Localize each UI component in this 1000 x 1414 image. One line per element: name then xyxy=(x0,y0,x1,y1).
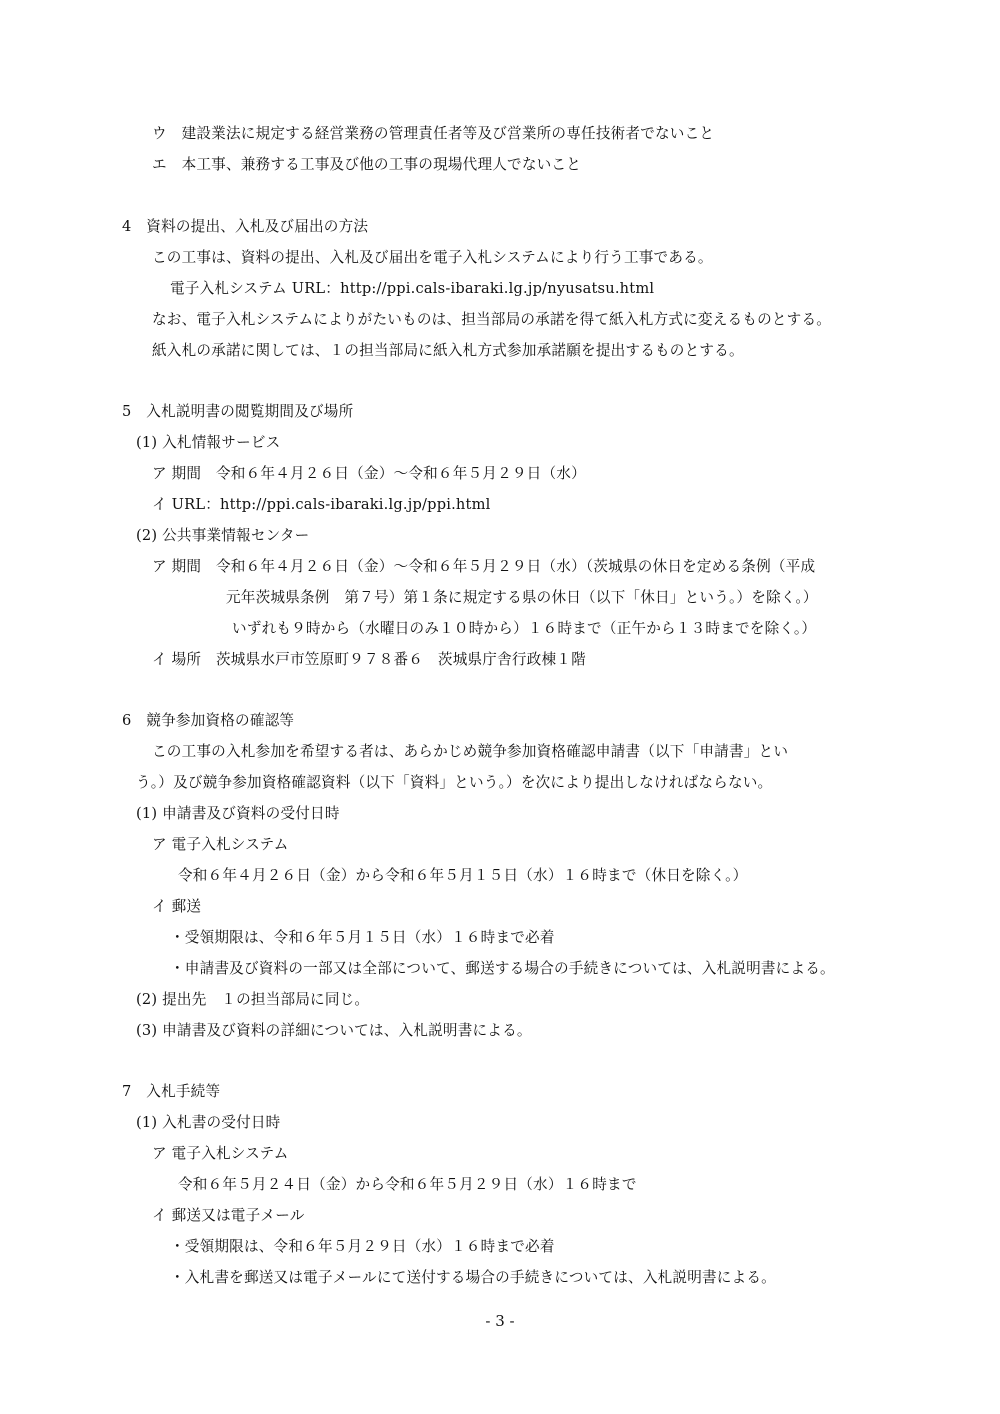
section-5-1-url: イ URL：http://ppi.cals-ibaraki.lg.jp/ppi.html xyxy=(152,496,491,513)
section-6-heading: 6 競争参加資格の確認等 xyxy=(122,712,295,729)
page-number: - 3 - xyxy=(485,1312,515,1330)
section-6-1-mail-procedure: ・申請書及び資料の一部又は全部について、郵送する場合の手続きについては、入札説明書による。 xyxy=(170,960,835,977)
section-4-paper-bid: 紙入札の承諾に関しては、１の担当部局に紙入札方式参加承諾願を提出するものとする。 xyxy=(152,342,744,359)
section-6-paragraph-cont: う。）及び競争参加資格確認資料（以下「資料」という。）を次により提出しなければならない。 xyxy=(136,774,773,791)
item-u-qualification: ウ 建設業法に規定する経営業務の管理責任者等及び営業所の専任技術者でないこと xyxy=(152,125,715,142)
section-7-1-electronic-dates: 令和６年５月２４日（金）から令和６年５月２９日（水）１６時まで xyxy=(178,1176,637,1193)
section-6-sub-1: (1) 申請書及び資料の受付日時 xyxy=(136,805,340,822)
section-6-1-mail: イ 郵送 xyxy=(152,898,202,915)
section-5-sub-1: (1) 入札情報サービス xyxy=(136,434,281,451)
section-5-2-period-cont: 元年茨城県条例 第７号）第１条に規定する県の休日（以下「休日」という。）を除く。） xyxy=(226,589,818,606)
section-7-1-electronic: ア 電子入札システム xyxy=(152,1145,289,1162)
section-4-paragraph: この工事は、資料の提出、入札及び届出を電子入札システムにより行う工事である。 xyxy=(152,249,713,266)
section-5-2-period: ア 期間 令和６年４月２６日（金）～令和６年５月２９日（水）（茨城県の休日を定める条例（平成 xyxy=(152,558,816,575)
section-6-1-mail-deadline: ・受領期限は、令和６年５月１５日（水）１６時まで必着 xyxy=(170,929,555,946)
section-5-heading: 5 入札説明書の閲覧期間及び場所 xyxy=(122,403,354,420)
section-6-sub-3: (3) 申請書及び資料の詳細については、入札説明書による。 xyxy=(136,1022,532,1039)
section-5-1-period: ア 期間 令和６年４月２６日（金）～令和６年５月２９日（水） xyxy=(152,465,586,482)
section-7-1-mail-email: イ 郵送又は電子メール xyxy=(152,1207,305,1224)
section-6-1-electronic: ア 電子入札システム xyxy=(152,836,289,853)
section-5-2-place: イ 場所 茨城県水戸市笠原町９７８番６ 茨城県庁舎行政棟１階 xyxy=(152,651,586,668)
item-e-qualification: エ 本工事、兼務する工事及び他の工事の現場代理人でないこと xyxy=(152,156,582,173)
section-6-1-electronic-dates: 令和６年４月２６日（金）から令和６年５月１５日（水）１６時まで（休日を除く。） xyxy=(178,867,748,884)
section-4-url: 電子入札システム URL：http://ppi.cals-ibaraki.lg.jp/nyusatsu.html xyxy=(170,280,655,297)
section-7-sub-1: (1) 入札書の受付日時 xyxy=(136,1114,281,1131)
section-7-1-mail-deadline: ・受領期限は、令和６年５月２９日（水）１６時まで必着 xyxy=(170,1238,555,1255)
section-4-note: なお、電子入札システムによりがたいものは、担当部局の承諾を得て紙入札方式に変えるものとする。 xyxy=(152,311,832,328)
section-5-2-hours: いずれも９時から（水曜日のみ１０時から）１６時まで（正午から１３時までを除く。） xyxy=(232,620,817,637)
section-7-1-mail-procedure: ・入札書を郵送又は電子メールにて送付する場合の手続きについては、入札説明書による。 xyxy=(170,1269,776,1286)
section-6-paragraph: この工事の入札参加を希望する者は、あらかじめ競争参加資格確認申請書（以下「申請書」とい xyxy=(152,743,789,760)
section-4-heading: 4 資料の提出、入札及び届出の方法 xyxy=(122,218,369,235)
section-6-sub-2: (2) 提出先 １の担当部局に同じ。 xyxy=(136,991,370,1008)
section-7-heading: 7 入札手続等 xyxy=(122,1083,221,1100)
section-5-sub-2: (2) 公共事業情報センター xyxy=(136,527,310,544)
